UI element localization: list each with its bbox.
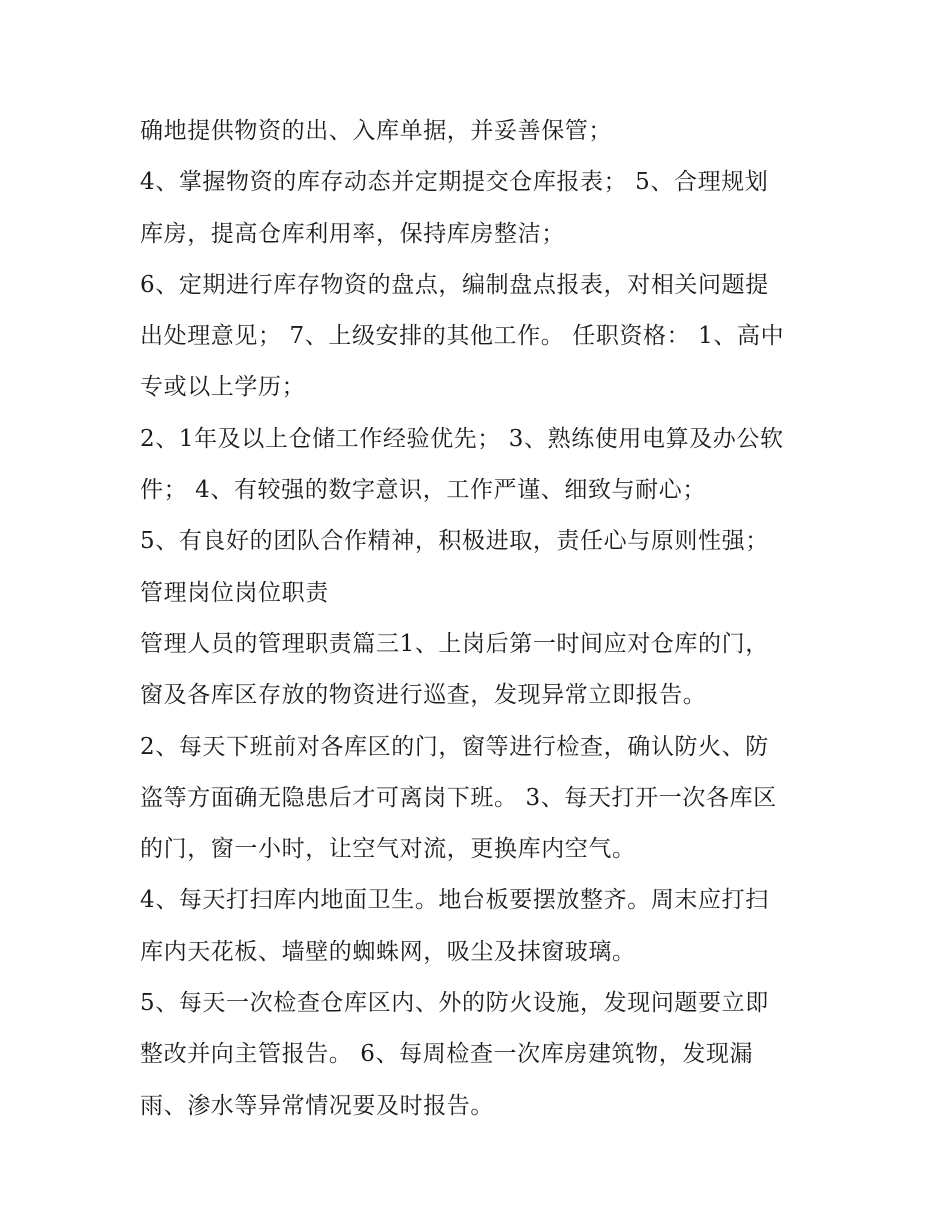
text-line: 雨、渗水等异常情况要及时报告。 xyxy=(140,1092,494,1119)
text-line: 2、1年及以上仓储工作经验优先； 3、熟练使用电算及办公软 xyxy=(140,425,784,452)
text-line: 件； 4、有较强的数字意识，工作严谨、细致与耐心； xyxy=(140,477,706,504)
text-line: 4、每天打扫库内地面卫生。地台板要摆放整齐。周末应打扫 xyxy=(140,887,769,914)
document-body xyxy=(140,106,820,1132)
text-line: 5、每天一次检查仓库区内、外的防火设施，发现问题要立即 xyxy=(140,990,769,1017)
text-line: 整改并向主管报告。 6、每周检查一次库房建筑物，发现漏 xyxy=(140,1041,754,1068)
text-line: 盗等方面确无隐患后才可离岗下班。 3、每天打开一次各库区 xyxy=(140,784,777,811)
text-line: 库房，提高仓库利用率，保持库房整洁； xyxy=(140,220,565,247)
text-line: 库内天花板、墙壁的蜘蛛网，吸尘及抹窗玻璃。 xyxy=(140,938,636,965)
text-line: 窗及各库区存放的物资进行巡查，发现异常立即报告。 xyxy=(140,682,707,709)
text-line: 出处理意见； 7、上级安排的其他工作。 任职资格： 1、高中 xyxy=(140,323,785,350)
text-line: 管理人员的管理职责篇三1、上岗后第一时间应对仓库的门， xyxy=(140,630,769,657)
text-line: 6、定期进行库存物资的盘点，编制盘点报表，对相关问题提 xyxy=(140,271,769,298)
text-line: 确地提供物资的出、入库单据，并妥善保管； xyxy=(140,118,612,144)
section-heading: 管理岗位岗位职责 xyxy=(140,579,329,606)
text-line: 4、掌握物资的库存动态并定期提交仓库报表； 5、合理规划 xyxy=(140,169,769,196)
text-line: 5、有良好的团队合作精神，积极进取，责任心与原则性强； xyxy=(140,528,769,555)
text-line: 专或以上学历； xyxy=(140,374,306,401)
text-line: 的门，窗一小时，让空气对流，更换库内空气。 xyxy=(140,836,636,863)
text-line: 2、每天下班前对各库区的门，窗等进行检查，确认防火、防 xyxy=(140,733,769,760)
